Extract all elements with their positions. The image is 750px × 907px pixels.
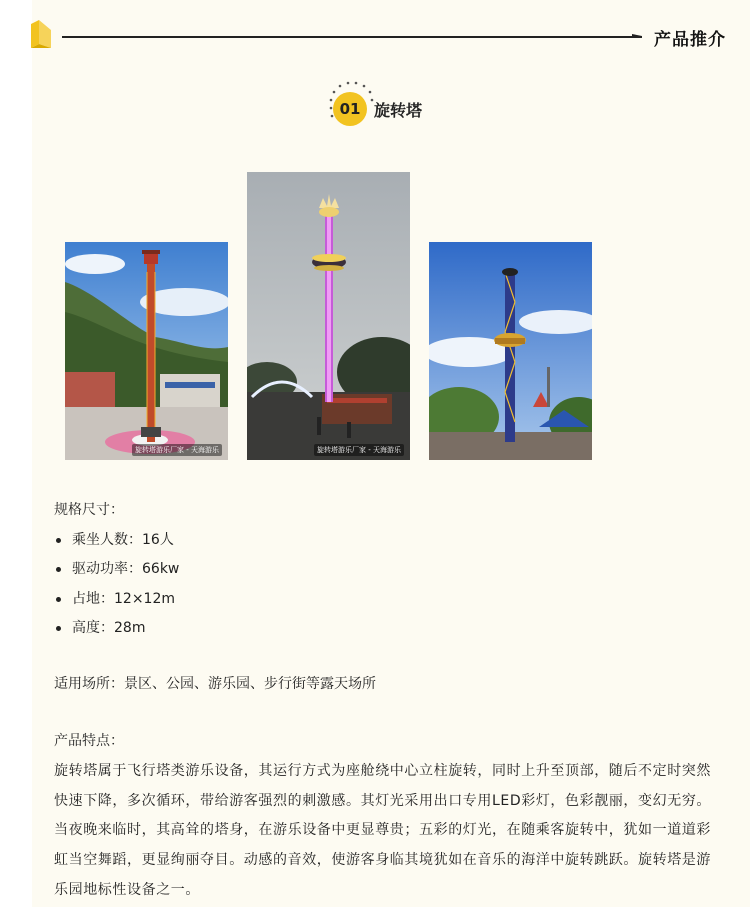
page <box>32 0 750 907</box>
specs-block <box>54 496 179 644</box>
specs-list <box>54 526 179 644</box>
features-body: 旋转塔属于飞行塔类游乐设备，其运行方式为座舱绕中心立柱旋转，同时上升至顶部，随后不定时突然快速下降，多次循环，带给游客强烈的刺激感。其灯光采用出口专用LED彩灯，色彩靓丽，变幻无穷。当夜晚来临时，其高耸的塔身，在游乐设备中更显尊贵；五彩的灯光，在随乘客旋转中，犹如一道道彩虹当空舞蹈，更显绚丽夺目。动感的音效，使游客身临其境犹如在音乐的海洋中旋转跳跃。旋转塔是游乐园地标性设备之一。 <box>54 762 712 898</box>
spec-item: 驱动功率：66kw <box>54 555 179 585</box>
photo-caption: 旋转塔游乐厂家 - 天海游乐 <box>314 444 404 456</box>
product-photo-2 <box>247 172 410 460</box>
spec-item: 占地：12×12m <box>54 585 179 615</box>
product-photo-3 <box>429 242 592 460</box>
features-heading: 产品特点： <box>54 733 124 749</box>
section-title: 产品推介 <box>654 30 726 50</box>
product-badge <box>328 80 468 132</box>
photo-caption: 旋转塔游乐厂家 - 天海游乐 <box>132 444 222 456</box>
specs-heading: 规格尺寸： <box>54 502 124 518</box>
section-header <box>32 14 750 54</box>
rule-end-icon <box>632 31 642 41</box>
product-photo-1 <box>65 242 228 460</box>
spec-item: 高度：28m <box>54 614 179 644</box>
spec-item: 乘坐人数：16人 <box>54 526 179 556</box>
product-name: 旋转塔 <box>374 101 423 120</box>
product-number: 01 <box>333 92 367 126</box>
venue-text: 适用场所：景区、公园、游乐园、步行街等露天场所 <box>54 676 376 692</box>
header-rule <box>62 36 642 38</box>
book-corner-icon <box>29 20 57 48</box>
features-block <box>54 727 714 906</box>
